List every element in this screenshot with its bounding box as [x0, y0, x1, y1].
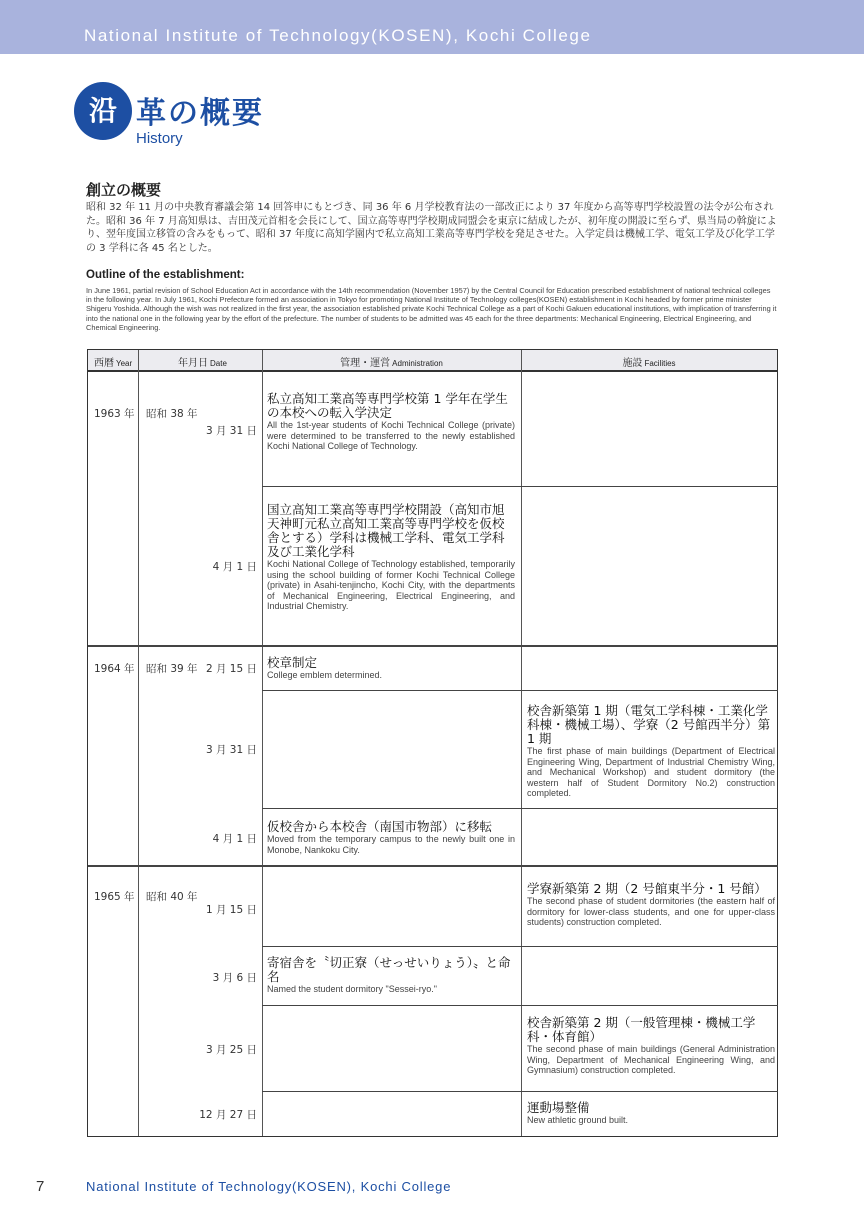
footer-title: National Institute of Technology(KOSEN), Kochi College	[86, 1179, 452, 1194]
intro-paragraph-jp: 昭和 32 年 11 月の中央教育審議会第 14 回答申にもとづき、同 36 年 6 月学校教育法の一部改正により 37 年度から高等専門学校設置の法令が公布された。昭和 36 年 7 月高知県は、吉田茂元首相を会長にして、国立高等専門学校期成同盟会を東京に結成したが、初年度の開設に至らず、県当局の斡旋により、翌年度国立移管の含みをもって、昭和 37 年度に高知学園内で私立高知工業高等専門学校を発足させた。入学定員は機械工学、電気工学及び化学工学の 3 学科に各 45 名とした。	[86, 202, 777, 254]
header-facilities-jp: 施設	[622, 358, 643, 369]
row-date: 3 月 31 日	[205, 744, 257, 756]
admin-cell	[267, 392, 515, 452]
facilities-cell	[527, 1101, 775, 1126]
intro-heading-en: Outline of the establishment:	[86, 269, 245, 281]
facilities-text-jp: 校舎新築第 2 期（一般管理棟・機械工学科・体育館）	[527, 1015, 756, 1044]
row-date: 3 月 31 日	[205, 425, 257, 437]
section-title-en: History	[136, 130, 183, 147]
facilities-text-jp: 学寮新築第 2 期（2 号館東半分・1 号館）	[527, 881, 767, 896]
section-title-jp: 革の概要	[136, 96, 264, 131]
group-era: 昭和 40 年	[146, 891, 198, 903]
intro-paragraph-en: In June 1961, partial revision of School Education Act in accordance with the 14th recommendation (November 1957) by the Central Council for Education prescribed establishment of national technical colleges in the following year. In July 1961, Kochi Prefecture formed an association in Tokyo for promoting National Institute of Technology colleges(KOSEN) establishment in Kochi headed by former prime minister Shigeru Yoshida. Although the wish was not realized in the first year, the association established private Kochi Technical College as a part of Kochi Gakuen educational institutions, with implication of transferring it into the national one in the following year by the effort of the prefecture. The number of students to be admitted was 45 each for the three departments: Mechanical Engineering, Electrical Engineering, and Chemical Engineering.	[86, 286, 777, 332]
table-divider	[262, 808, 778, 809]
admin-cell	[267, 503, 515, 612]
table-divider	[262, 486, 778, 487]
admin-text-en: Kochi National College of Technology established, temporarily using the school building of former Kochi Technical College (private) in Asahi-tenjincho, Kochi City, with the departments of Mechanical Engineering, Electrical Engineering, and Industrial Chemistry.	[267, 559, 515, 612]
table-divider	[88, 645, 778, 647]
header-admin-jp: 管理・運営	[340, 358, 391, 369]
header-year	[94, 354, 132, 369]
page-number: 7	[36, 1178, 45, 1195]
row-date: 4 月 1 日	[212, 833, 257, 845]
intro-heading-jp: 創立の概要	[86, 181, 162, 199]
admin-text-jp: 国立高知工業高等専門学校開設（高知市旭天神町元私立高知工業高等専門学校を仮校舎とする）学科は機械工学科、電気工学科及び工業化学科	[267, 502, 505, 559]
row-date: 2 月 15 日	[205, 663, 257, 675]
admin-text-jp: 仮校舎から本校舎（南国市物部）に移転	[267, 819, 493, 834]
group-year: 1965 年	[94, 891, 135, 903]
table-divider	[262, 690, 778, 691]
admin-cell	[267, 956, 515, 995]
facilities-text-en: New athletic ground built.	[527, 1115, 629, 1125]
header-facilities-en: Facilities	[644, 359, 676, 368]
table-divider	[262, 1091, 778, 1092]
facilities-text-en: The first phase of main buildings (Department of Electrical Engineering Wing, Department of Industrial Chemistry Wing, and Mechanical Workshop) and student dormitory (the western half of Student Dormitory No.2) construction completed.	[527, 746, 775, 799]
table-divider	[262, 946, 778, 947]
group-era: 昭和 39 年	[146, 663, 198, 675]
admin-text-jp: 私立高知工業高等専門学校第 1 学年在学生の本校への転入学決定	[267, 391, 508, 420]
table-divider	[262, 350, 263, 1136]
group-year: 1963 年	[94, 408, 135, 420]
admin-text-en: All the 1st-year students of Kochi Technical College (private) were determined to be transferred to the newly established Kochi National College of Technology.	[267, 420, 515, 452]
table-divider	[138, 350, 139, 372]
table-divider	[262, 1005, 778, 1006]
admin-text-jp: 校章制定	[267, 655, 318, 670]
facilities-cell	[527, 704, 775, 799]
header-date-jp: 年月日	[178, 358, 208, 369]
row-date: 3 月 25 日	[205, 1044, 257, 1056]
facilities-text-jp: 校舎新築第 1 期（電気工学科棟・工業化学科棟・機械工場）、学寮（2 号館西半分）第 1 期	[527, 703, 771, 746]
header-date-en: Date	[210, 359, 227, 368]
row-date: 1 月 15 日	[205, 904, 257, 916]
facilities-cell	[527, 882, 775, 928]
header-administration	[262, 354, 521, 369]
header-year-jp: 西暦	[94, 358, 114, 369]
admin-text-en: Moved from the temporary campus to the newly built one in Monobe, Nankoku City.	[267, 834, 515, 855]
table-divider	[88, 865, 778, 867]
row-date: 12 月 27 日	[199, 1109, 257, 1121]
facilities-text-en: The second phase of student dormitories (the eastern half of dormitory for lower-class students, and one for upper-class students) construction completed.	[527, 896, 775, 928]
header-facilities	[521, 354, 777, 369]
header-date	[178, 354, 227, 369]
section-badge: 沿	[74, 82, 132, 140]
admin-text-en: College emblem determined.	[267, 670, 383, 680]
admin-cell	[267, 820, 515, 855]
admin-text-en: Named the student dormitory "Sessei-ryo."	[267, 984, 437, 994]
header-year-en: Year	[116, 359, 133, 368]
facilities-text-en: The second phase of main buildings (General Administration Wing, Department of Mechanical Engineering Wing, and Gymnasium) construction completed.	[527, 1044, 775, 1076]
header-bar	[0, 0, 864, 54]
row-date: 4 月 1 日	[212, 561, 257, 573]
facilities-text-jp: 運動場整備	[527, 1100, 590, 1115]
header-title: National Institute of Technology(KOSEN), Kochi College	[84, 26, 592, 45]
header-admin-en: Administration	[392, 359, 443, 368]
table-divider	[521, 350, 522, 1136]
admin-cell	[267, 656, 515, 681]
admin-text-jp: 寄宿舎を〝切正寮（せっせいりょう）〟と命名	[267, 955, 511, 984]
table-divider	[138, 372, 139, 1136]
facilities-cell	[527, 1016, 775, 1076]
group-era: 昭和 38 年	[146, 408, 198, 420]
row-date: 3 月 6 日	[212, 972, 257, 984]
group-year: 1964 年	[94, 663, 135, 675]
